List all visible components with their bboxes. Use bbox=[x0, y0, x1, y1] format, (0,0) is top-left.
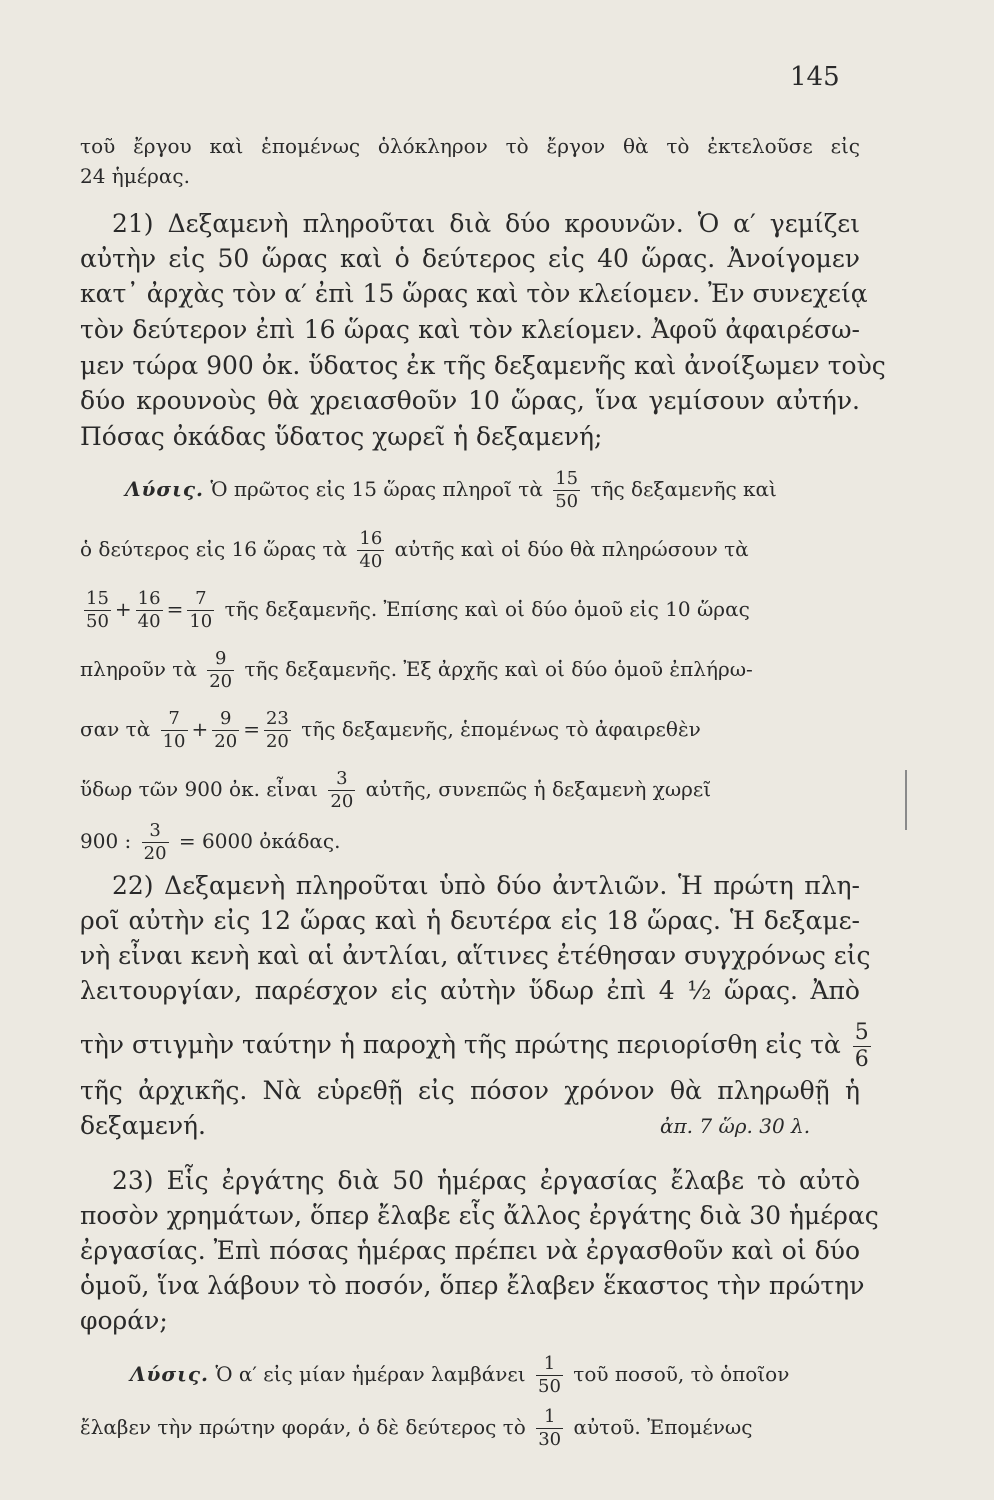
solution-21-line: ὁ δεύτερος εἰς 16 ὥρας τὰ $\frac{16}{40}$ αὐτῆς καὶ οἱ δύο θὰ πληρώσουν τὰ bbox=[80, 528, 749, 572]
text-line: τοῦ ἔργου καὶ ἑπομένως ὁλόκληρον τὸ ἔργον θὰ τὸ ἐκτελοῦσε εἰς bbox=[80, 134, 860, 158]
problem-21-line: τὸν δεύτερον ἐπὶ 16 ὥρας καὶ τὸν κλείομεν. Ἀφοῦ ἀφαιρέσω- bbox=[80, 315, 860, 344]
problem-22-line: λειτουργίαν, παρέσχον εἰς αὐτὴν ὕδωρ ἐπὶ 4 ½ ὥρας. Ἀπὸ bbox=[80, 976, 860, 1005]
fraction-9-20: $\frac{9}{20}$ bbox=[209, 648, 233, 692]
problem-21-line: δύο κρουνοὺς θὰ χρειασθοῦν 10 ὥρας, ἵνα γεμίσουν αὐτήν. bbox=[80, 386, 860, 415]
fraction-15-50: $\frac{15}{50}$ bbox=[555, 468, 579, 512]
text-line: 24 ἡμέρας. bbox=[80, 164, 190, 188]
problem-23-line: ποσὸν χρημάτων, ὅπερ ἔλαβε εἷς ἄλλος ἐργάτης διὰ 30 ἡμέρας bbox=[80, 1201, 879, 1230]
fraction-3-20: $\frac{3}{20}$ bbox=[330, 768, 354, 812]
solution-21-line: σαν τὰ $\frac{7}{10}$ + $\frac{9}{20}$ = $\frac{23}{20}$ τῆς δεξαμενῆς, ἑπομένως τὸ ἀφαιρεθὲν bbox=[80, 708, 701, 752]
solution-21-line: Λύσις. Ὁ πρῶτος εἰς 15 ὥρας πληροῖ τὰ $\frac{15}{50}$ τῆς δεξαμενῆς καὶ bbox=[125, 468, 777, 512]
fraction-15-50: $\frac{15}{50}$ bbox=[86, 588, 109, 632]
fraction-7-10: $\frac{7}{10}$ bbox=[189, 588, 213, 632]
problem-21-line: αὐτὴν εἰς 50 ὥρας καὶ ὁ δεύτερος εἰς 40 ὥρας. Ἀνοίγομεν bbox=[80, 244, 860, 273]
solution-label: Λύσις. bbox=[125, 477, 204, 501]
fraction-16-40: $\frac{16}{40}$ bbox=[359, 528, 383, 572]
problem-23-line: 23) Εἷς ἐργάτης διὰ 50 ἡμέρας ἐργασίας ἔλαβε τὸ αὐτὸ bbox=[112, 1166, 860, 1195]
problem-21-line: κατ᾽ ἀρχὰς τὸν α′ ἐπὶ 15 ὥρας καὶ τὸν κλείομεν. Ἐν συνεχείᾳ bbox=[80, 279, 868, 308]
fraction-3-20: $\frac{3}{20}$ bbox=[143, 820, 167, 864]
fraction-5-6: $\frac{5}{6}$ bbox=[854, 1020, 869, 1072]
problem-22-line: 22) Δεξαμενὴ πληροῦται ὑπὸ δύο ἀντλιῶν. Ἡ πρώτη πλη- bbox=[112, 871, 860, 900]
page-number: 145 bbox=[790, 62, 840, 92]
solution-21-line: ὕδωρ τῶν 900 ὀκ. εἶναι $\frac{3}{20}$ αὐτῆς, συνεπῶς ἡ δεξαμενὴ χωρεῖ bbox=[80, 768, 712, 812]
problem-22-line: ροῖ αὐτὴν εἰς 12 ὥρας καὶ ἡ δευτέρα εἰς 18 ὥρας. Ἡ δεξαμε- bbox=[80, 906, 860, 935]
solution-label: Λύσις. bbox=[130, 1362, 209, 1386]
fraction-16-40: $\frac{16}{40}$ bbox=[137, 588, 161, 632]
problem-22-line: νὴ εἶναι κενὴ καὶ αἱ ἀντλίαι, αἵτινες ἐτέθησαν συγχρόνως εἰς bbox=[80, 941, 871, 970]
solution-21-line: 900 : $\frac{3}{20}$ = 6000 ὀκάδας. bbox=[80, 820, 341, 864]
margin-pencil-mark bbox=[905, 770, 907, 830]
fraction-23-20: $\frac{23}{20}$ bbox=[265, 708, 289, 752]
problem-21-line: μεν τώρα 900 ὀκ. ὕδατος ἐκ τῆς δεξαμενῆς καὶ ἀνοίξωμεν τοὺς bbox=[80, 351, 886, 380]
fraction-7-10: $\frac{7}{10}$ bbox=[162, 708, 186, 752]
problem-23-line: φοράν; bbox=[80, 1306, 168, 1335]
fraction-9-20: $\frac{9}{20}$ bbox=[214, 708, 238, 752]
problem-22-line: τὴν στιγμὴν ταύτην ἡ παροχὴ τῆς πρώτης περιορίσθη εἰς τὰ $\frac{5}{6}$ bbox=[80, 1020, 869, 1072]
answer-22: ἀπ. 7 ὥρ. 30 λ. bbox=[660, 1114, 811, 1138]
problem-21-line: Πόσας ὀκάδας ὕδατος χωρεῖ ἡ δεξαμενή; bbox=[80, 422, 603, 451]
problem-22-line: δεξαμενή. bbox=[80, 1111, 206, 1140]
solution-23-line: ἔλαβεν τὴν πρώτην φοράν, ὁ δὲ δεύτερος τὸ $\frac{1}{30}$ αὐτοῦ. Ἐπομένως bbox=[80, 1406, 753, 1450]
solution-23-line: Λύσις. Ὁ α′ εἰς μίαν ἡμέραν λαμβάνει $\frac{1}{50}$ τοῦ ποσοῦ, τὸ ὁποῖον bbox=[130, 1353, 790, 1397]
fraction-1-50: $\frac{1}{50}$ bbox=[538, 1353, 561, 1397]
fraction-1-30: $\frac{1}{30}$ bbox=[538, 1406, 562, 1450]
problem-21-line: 21) Δεξαμενὴ πληροῦται διὰ δύο κρουνῶν. Ὁ α′ γεμίζει bbox=[112, 209, 860, 238]
solution-21-line: $\frac{15}{50}$ + $\frac{16}{40}$ = $\frac{7}{10}$ τῆς δεξαμενῆς. Ἐπίσης καὶ οἱ δύο ὁμοῦ εἰς 10 ὥρας bbox=[86, 588, 750, 632]
problem-23-line: ἐργασίας. Ἐπὶ πόσας ἡμέρας πρέπει νὰ ἐργασθοῦν καὶ οἱ δύο bbox=[80, 1236, 860, 1265]
problem-23-line: ὁμοῦ, ἵνα λάβουν τὸ ποσόν, ὅπερ ἔλαβεν ἕκαστος τὴν πρώτην bbox=[80, 1271, 865, 1300]
solution-21-line: πληροῦν τὰ $\frac{9}{20}$ τῆς δεξαμενῆς. Ἐξ ἀρχῆς καὶ οἱ δύο ὁμοῦ ἐπλήρω- bbox=[80, 648, 753, 692]
problem-22-line: τῆς ἀρχικῆς. Νὰ εὑρεθῇ εἰς πόσον χρόνον θὰ πληρωθῇ ἡ bbox=[80, 1076, 860, 1105]
